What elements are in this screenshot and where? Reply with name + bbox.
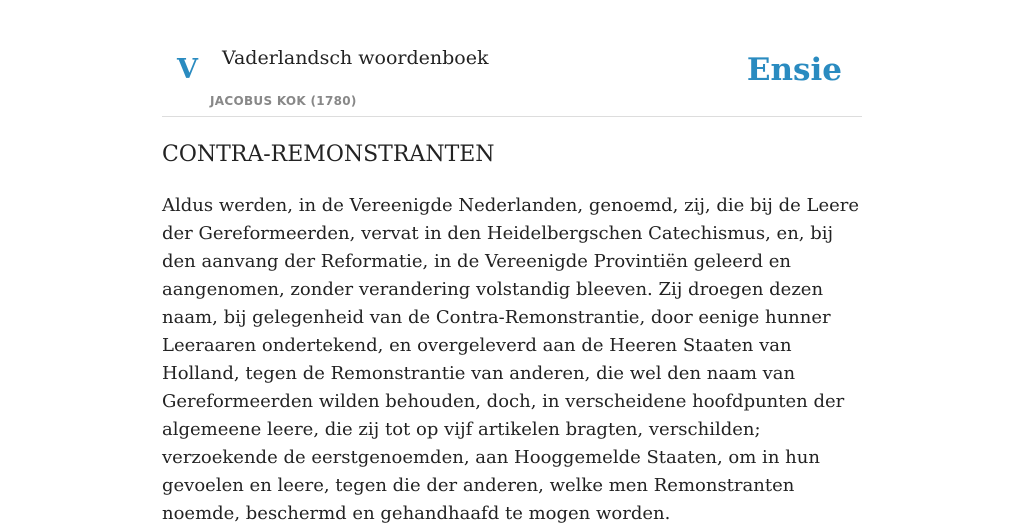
entry-title: CONTRA-REMONSTRANTEN [162, 142, 495, 167]
book-author: JACOBUS KOK (1780) [210, 94, 357, 108]
site-logo-link[interactable]: Ensie [746, 52, 842, 88]
entry-body: Aldus werden, in de Vereenigde Nederlanden, genoemd, zij, die bij de Leere der Gereformeerden, vervat in den Heidelbergschen Catechismus, en, bij den aanvang der Reformatie, in de Vereenigde Provintiën geleerd en aangenomen, zonder verandering volstandig bleeven. Zij droegen dezen naam, bij gelegenheid van de Contra-Remonstrantie, door eenige hunner Leeraaren ondertekend, en overgeleverd aan de Heeren Staaten van Holland, tegen de Remonstrantie van anderen, die wel den naam van Gereformeerden wilden behouden, doch, in verscheidene hoofdpunten der algemeene leere, die zij tot op vijf artikelen bragten, verschilden; verzoekende de eerstgenoemden, aan Hooggemelde Staaten, om in hun gevoelen en leere, tegen die der anderen, welke men Remonstranten noemde, beschermd en gehandhaafd te mogen worden. [162, 195, 860, 524]
header [162, 0, 862, 117]
book-title-link[interactable]: Vaderlandsch woordenboek [222, 47, 489, 69]
book-logo-letter[interactable]: V [177, 54, 198, 85]
